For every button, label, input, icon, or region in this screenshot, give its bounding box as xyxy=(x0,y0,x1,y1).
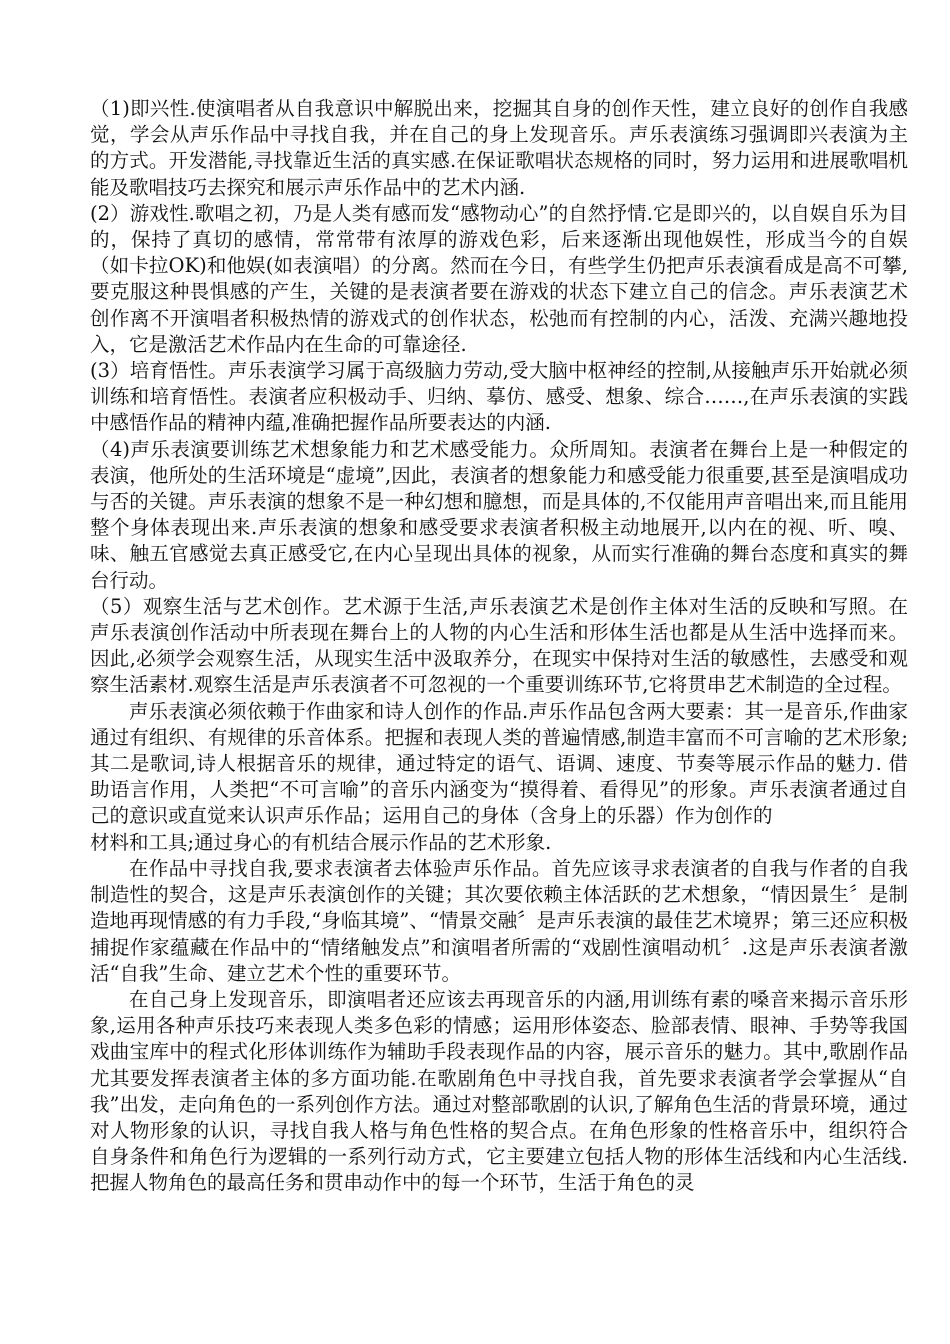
paragraph-observation: （5）观察生活与艺术创作。艺术源于生活,声乐表演艺术是创作主体对生活的反映和写照。在声乐表演创作活动中所表现在舞台上的人物的内心生活和形体生活也都是从生活中选择而来。因此,必须学会观察生活，从现实生活中汲取养分，在现实中保持对生活的敏感性，去感受和观察生活素材.观察生活是声乐表演者不可忽视的一个重要训练环节,它将贯串艺术制造的全过程。 xyxy=(90,594,908,697)
paragraph-improvisation: （1)即兴性.使演唱者从自我意识中解脱出来，挖掘其自身的创作天性，建立良好的创作自我感觉，学会从声乐作品中寻找自我，并在自己的身上发现音乐。声乐表演练习强调即兴表演为主的方式。开发潜能,寻找靠近生活的真实感.在保证歌唱状态规格的同时，努力运用和进展歌唱机能及歌唱技巧去探究和展示声乐作品中的艺术内涵. xyxy=(90,97,908,199)
paragraph-find-music-in-self: 在自己身上发现音乐，即演唱者还应该去再现音乐的内涵,用训练有素的嗓音来揭示音乐形象,运用各种声乐技巧来表现人类多色彩的情感；运用形体姿态、脸部表情、眼神、手势等我国戏曲宝库中的程式化形体训练作为辅助手段表现作品的内容，展示音乐的魅力。其中,歌剧作品尤其要发挥表演者主体的多方面功能.在歌剧角色中寻找自我，首先要求表演者学会掌握从“自我”出发，走向角色的一系列创作方法。通过对整部歌剧的认识,了解角色生活的背景环境，通过对人物形象的认识，寻找自我人格与角色性格的契合点。在角色形象的性格音乐中，组织符合自身条件和角色行为逻辑的一系列行动方式，它主要建立包括人物的形体生活线和内心生活线. 把握人物角色的最高任务和贯串动作中的每一个环节，生活于角色的灵 xyxy=(90,987,908,1195)
document-body xyxy=(90,96,908,1197)
paragraph-comprehension: (3）培育悟性。声乐表演学习属于高级脑力劳动,受大脑中枢神经的控制,从接触声乐开始就必须训练和培育悟性。表演者应积极动手、归纳、摹仿、感受、想象、综合……,在声乐表演的实践中感悟作品的精神内蕴,准确把握作品所要表达的内涵. xyxy=(90,359,908,435)
paragraph-find-self-in-work: 在作品中寻找自我,要求表演者去体验声乐作品。首先应该寻求表演者的自我与作者的自我制造性的契合，这是声乐表演创作的关键；其次要依赖主体活跃的艺术想象，“情因景生〞是制造地再现情感的有力手段,“身临其境”、“情景交融〞是声乐表演的最佳艺术境界；第三还应积极捕捉作家蕴藏在作品中的“情绪触发点”和演唱者所需的“戏剧性演唱动机〞.这是声乐表演者激活“自我”生命、建立艺术个性的重要环节。 xyxy=(90,856,908,985)
paragraph-works-elements-continued: 材料和工具;通过身心的有机结合展示作品的艺术形象. xyxy=(90,830,552,854)
paragraph-playfulness: (2）游戏性.歌唱之初，乃是人类有感而发“感物动心”的自然抒情.它是即兴的，以自娱自乐为目的，保持了真切的感情，常常带有浓厚的游戏色彩，后来逐渐出现他娱性，形成当今的自娱（如卡拉OK)和他娱(如表演唱）的分离。然而在今日，有些学生仍把声乐表演看成是高不可攀,要克服这种畏惧感的产生，关键的是表演者要在游戏的状态下建立自己的信念。声乐表演艺术创作离不开演唱者积极热情的游戏式的创作状态，松弛而有控制的内心，活泼、充满兴趣地投入，它是激活艺术作品内在生命的可靠途径. xyxy=(90,201,908,356)
paragraph-imagination: （4)声乐表演要训练艺术想象能力和艺术感受能力。众所周知。表演者在舞台上是一种假定的表演，他所处的生活环境是“虚境”,因此，表演者的想象能力和感受能力很重要,甚至是演唱成功与否的关键。声乐表演的想象不是一种幻想和臆想，而是具体的,不仅能用声音唱出来,而且能用整个身体表现出来.声乐表演的想象和感受要求表演者积极主动地展开,以内在的视、听、嗅、味、触五官感觉去真正感受它,在内心呈现出具体的视象，从而实行准确的舞台态度和真实的舞台行动。 xyxy=(90,437,908,592)
paragraph-works-elements: 声乐表演必须依赖于作曲家和诗人创作的作品.声乐作品包含两大要素：其一是音乐,作曲家通过有组织、有规律的乐音体系。把握和表现人类的普遍情感,制造丰富而不可言喻的艺术形象;其二是歌词,诗人根据音乐的规律，通过特定的语气、语调、速度、节奏等展示作品的魅力. 借助语言作用，人类把“不可言喻”的音乐内涵变为“摸得着、看得见”的形象。声乐表演者通过自己的意识或直觉来认识声乐作品；运用自己的身体（含身上的乐器）作为创作的 xyxy=(90,699,908,828)
